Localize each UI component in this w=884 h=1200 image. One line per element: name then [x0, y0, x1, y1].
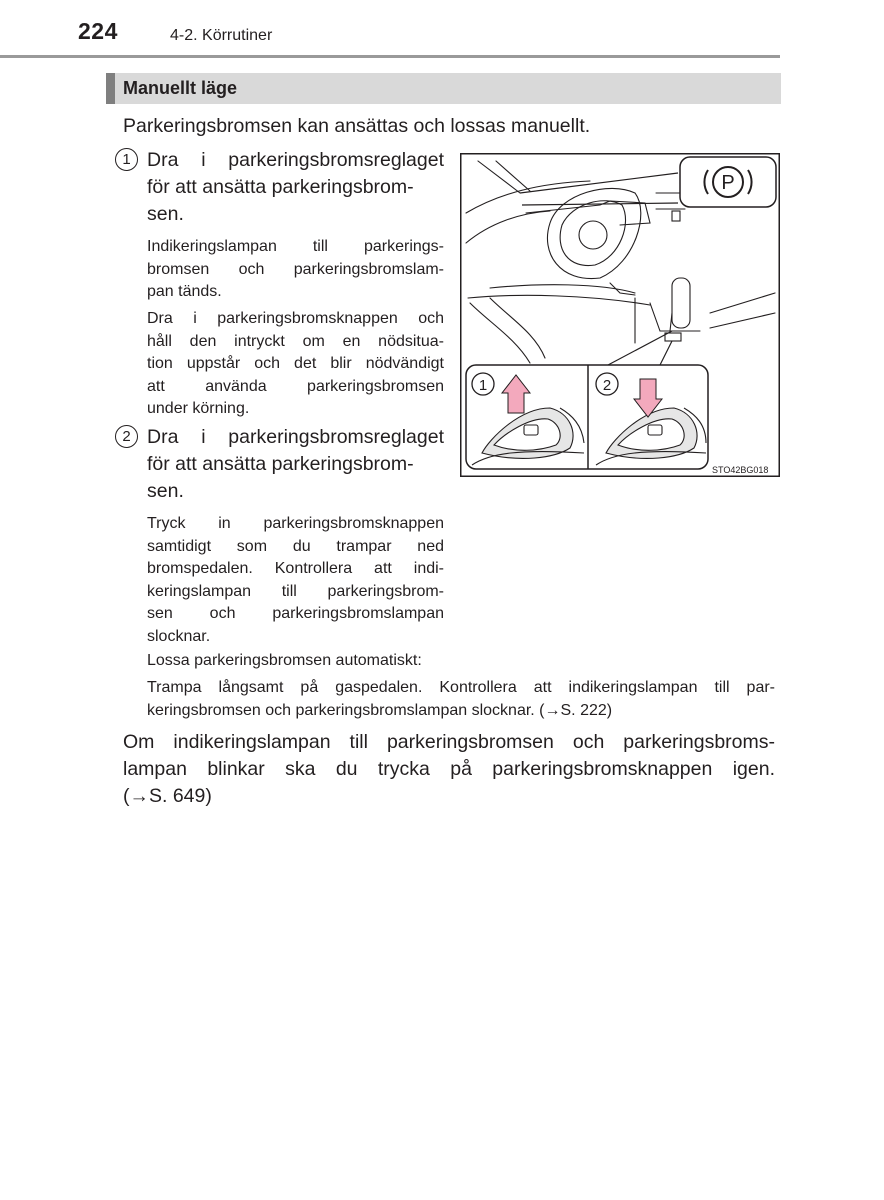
- note-line: under körning.: [147, 400, 250, 417]
- step-1-number: 1: [115, 148, 138, 171]
- note-line: bromspedalen. Kontrollera att indi-: [147, 560, 444, 577]
- note-line: Indikeringslampan till parkerings-: [147, 238, 444, 255]
- closing-line: Om indikeringslampan till parkeringsbromsen och parkeringsbroms-: [123, 731, 775, 753]
- step-1-line: för att ansätta parkeringsbrom-: [147, 176, 414, 198]
- intro-text: Parkeringsbromsen kan ansättas och lossas manuellt.: [123, 115, 591, 137]
- note-line: att använda parkeringsbromsen: [147, 377, 444, 395]
- note-line: pan tänds.: [147, 283, 222, 300]
- closing-line: lampan blinkar ska du trycka på parkeringsbromsknappen igen.: [123, 758, 775, 780]
- page-number: 224: [78, 18, 118, 44]
- step-2-text: [147, 424, 444, 505]
- note-line: Tryck in parkeringsbromsknappen: [147, 515, 444, 532]
- step-1-text: [147, 147, 444, 228]
- note-line: keringsbromsen och parkeringsbromslampan slocknar. (→S. 222): [147, 701, 613, 719]
- indicator-letter: P: [721, 172, 735, 194]
- closing-line: (→S. 649): [123, 785, 212, 807]
- title-accent: [106, 73, 115, 104]
- note-line: håll den intryckt om en nödsitua-: [147, 332, 444, 350]
- note-line: Trampa långsamt på gaspedalen. Kontrollera att indikeringslampan till par-: [147, 679, 775, 696]
- step-2-note-1: [147, 513, 444, 648]
- note-line: Dra i parkeringsbromsknappen och: [147, 310, 444, 327]
- panel-1-number: 1: [478, 377, 488, 394]
- note-line: tion uppstår och det blir nödvändigt: [147, 355, 444, 372]
- figure-code: STO42BG018: [712, 465, 769, 475]
- note-line: keringslampan till parkeringsbrom-: [147, 582, 444, 600]
- note-line: samtidigt som du trampar ned: [147, 537, 444, 555]
- step-2-note-2: Lossa parkeringsbromsen automatiskt:: [147, 652, 422, 669]
- section-label: 4-2. Körrutiner: [170, 27, 273, 44]
- step-2-line: för att ansätta parkeringsbrom-: [147, 453, 414, 475]
- step-2-number: 2: [115, 425, 138, 448]
- step-2-line: sen.: [147, 480, 184, 502]
- note-line: sen och parkeringsbromslampan: [147, 605, 444, 622]
- step-1-note-1: [147, 236, 444, 304]
- header-rule: [0, 55, 780, 58]
- note-line: slocknar.: [147, 627, 211, 645]
- step-2-line: Dra i parkeringsbromsreglaget: [147, 426, 444, 448]
- step-1-note-2: [147, 308, 444, 421]
- section-title-bar: [106, 73, 781, 104]
- step-1-line: sen.: [147, 203, 184, 225]
- step-1-line: Dra i parkeringsbromsreglaget: [147, 149, 444, 171]
- closing-text: [123, 729, 775, 810]
- step-2-note-3: [147, 677, 775, 722]
- note-line: bromsen och parkeringsbromslam-: [147, 260, 444, 278]
- parking-brake-illustration: [460, 153, 780, 477]
- section-title: Manuellt läge: [123, 78, 238, 98]
- panel-2-number: 2: [602, 377, 612, 394]
